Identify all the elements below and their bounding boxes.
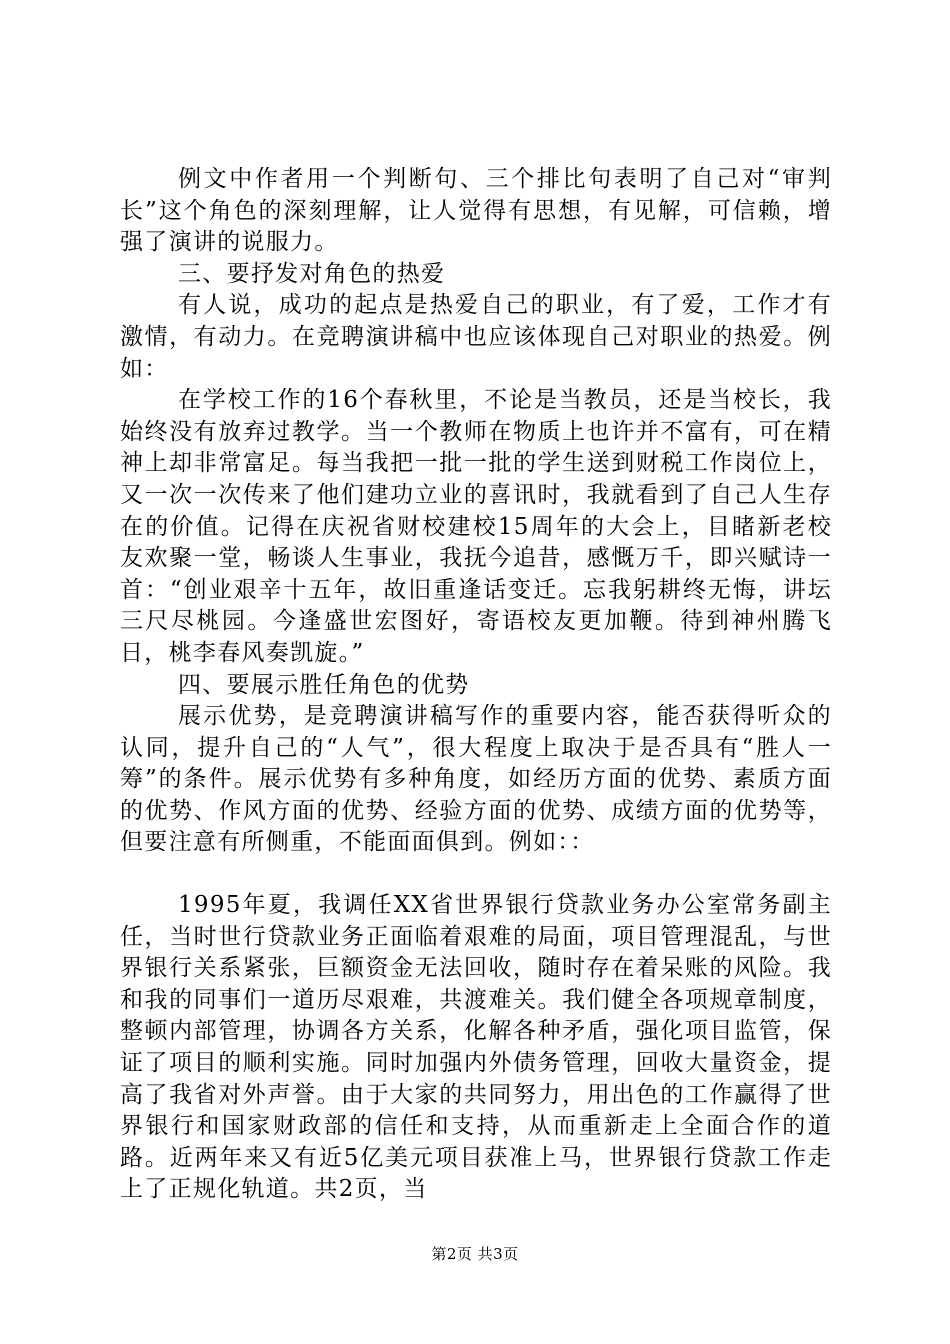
paragraph-passion-intro: 有人说，成功的起点是热爱自己的职业，有了爱，工作才有激情，有动力。在竞聘演讲稿中也应该体现自己对职业的热爱。例如： xyxy=(120,292,832,382)
heading-section-four: 四、要展示胜任角色的优势 xyxy=(178,671,470,698)
paragraph-passion-example: 在学校工作的16个春秋里，不论是当教员，还是当校长，我始终没有放弃过教学。当一个教师在物质上也许并不富有，可在精神上却非常富足。每当我把一批一批的学生送到财税工作岗位上，又一次一次传来了他们建功立业的喜讯时，我就看到了自己人生存在的价值。记得在庆祝省财校建校15周年的大会上，目睹新老校友欢聚一堂，畅谈人生事业，我抚今追昔，感慨万千，即兴赋诗一首：“创业艰辛十五年，故旧重逢话变迁。忘我躬耕终无悔，讲坛三尺尽桃园。今逢盛世宏图好，寄语校友更加鞭。待到神州腾飞日，桃李春风奏凯旋。” xyxy=(120,387,832,666)
paragraph-analysis: 例文中作者用一个判断句、三个排比句表明了自己对“审判长”这个角色的深刻理解，让人觉得有思想，有见解，可信赖，增强了演讲的说服力。 xyxy=(120,166,832,256)
document-body xyxy=(120,164,832,1206)
page-footer: 第2页 共3页 xyxy=(431,1245,519,1263)
heading-section-three: 三、要抒发对角色的热爱 xyxy=(178,260,446,287)
paragraph-advantage-example: 1995年夏，我调任XX省世界银行贷款业务办公室常务副主任，当时世行贷款业务正面临着艰难的局面，项目管理混乱，与世界银行关系紧张，巨额资金无法回收，随时存在着呆账的风险。我和我的同事们一道历尽艰难，共渡难关。我们健全各项规章制度，整顿内部管理，协调各方关系，化解各种矛盾，强化项目监管，保证了项目的顺利实施。同时加强内外债务管理，回收大量资金，提高了我省对外声誉。由于大家的共同努力，用出色的工作赢得了世界银行和国家财政部的信任和支持，从而重新走上全面合作的道路。近两年来又有近5亿美元项目获准上马，世界银行贷款工作走上了正规化轨道。共2页，当 xyxy=(120,892,832,1203)
paragraph-advantage-intro: 展示优势，是竞聘演讲稿写作的重要内容，能否获得听众的认同，提升自己的“人气”，很大程度上取决于是否具有“胜人一筹”的条件。展示优势有多种角度，如经历方面的优势、素质方面的优势、作风方面的优势、经验方面的优势、成绩方面的优势等，但要注意有所侧重，不能面面俱到。例如：： xyxy=(120,703,832,856)
